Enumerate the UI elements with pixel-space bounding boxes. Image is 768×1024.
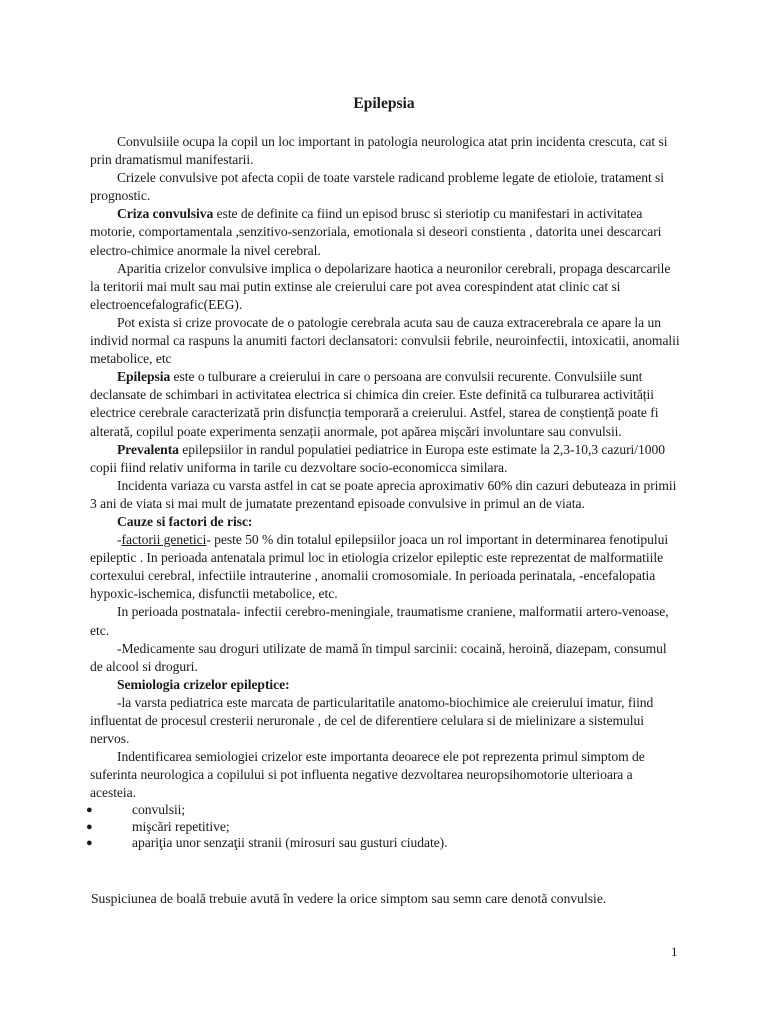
heading-causes: Cauze si factori de risc: (117, 513, 253, 529)
list-item: ● convulsii; (86, 802, 186, 818)
bullet-icon: ● (86, 837, 93, 850)
paragraph-epilepsy (90, 368, 680, 440)
bullet-icon: ● (86, 820, 93, 833)
bullet-icon: ● (86, 804, 93, 817)
genetic-text: - peste 50 % din totalul epilepsiilor joaca un rol important in determinarea fenotipului epileptic . In perioada antenatala primul loc in etiologia crizelor epileptic este reprezentat de malformatiile cortexului cerebral, infectiile intrauterine , anomalii cromosomiale. In perioada perinatala, -encefalopatia hypoxic-ischemica, disfunctii metabolice, etc. (90, 532, 669, 602)
epilepsy-text: este o tulburare a creierului in care o persoana are convulsii recurente. Convulsiile sunt declansate de schimbari in activitatea electrica si chimica din creier. Este definită ca tulburarea activității electrice cerebrale caracterizată prin disfuncția temporară a creierului. Astfel, starea de conștiență poate fi alterată, copilul poate experimenta senzații anormale, pot apărea mișcări involuntare sau convulsii. (90, 369, 659, 439)
heading-semiology: Semiologia crizelor epileptice: (117, 676, 290, 692)
paragraph-prevalence (90, 441, 680, 477)
document-body (86, 133, 680, 852)
document-title: Epilepsia (353, 95, 415, 112)
paragraph-affect: Crizele convulsive pot afecta copii de toate varstele radicand probleme legate de etioloie, tratament si prognostic. (90, 170, 665, 204)
dash: - (117, 532, 122, 548)
paragraph-pediatric: -la varsta pediatrica este marcata de particularitatile anatomo-biochimice ale creierului imatur, fiind influentat de procesul cresterii neruronale , de cel de diferentiere celulara si de mielinizare a sistemului nervos. (90, 694, 654, 747)
paragraph-medication: -Medicamente sau droguri utilizate de mamă în timpul sarcinii: cocaină, heroină, diazepam, consumul de alcool si droguri. (90, 640, 667, 674)
paragraph-incidence: Incidenta variaza cu varsta astfel in cat se poate aprecia aproximativ 60% din cazuri debuteaza in primii 3 ani de viata si mai mult de jumatate prezentand episoade convulsive in primul an de viata. (90, 477, 677, 511)
definition-text: este de definite ca fiind un episod brusc si steriotip cu manifestari in activitatea motorie, comportamentala ,senzitivo-senzoriala, emotionala si deseori constienta , datorita unei descarcari electro-chimice anormale la nivel cerebral. (90, 206, 662, 258)
term-epilepsia: Epilepsia (117, 369, 171, 385)
prevalence-text: epilepsiilor in randul populatiei pediatrice in Europa este estimate la 2,3-10,3 cazuri/1000 copii fiind relativ uniforma in tarile cu dezvoltare socio-economicca similara. (90, 441, 666, 475)
paragraph-identification: Indentificarea semiologiei crizelor este importanta deoarece ele pot reprezenta primul simptom de suferinta neurologica a copilului si pot influenta negative dezvoltarea neuropsihomotorie ulterioara a acesteia. (90, 749, 645, 801)
paragraph-provoked: Pot exista si crize provocate de o patologie cerebrala acuta sau de cauza extracerebrala ce apare la un individ normal ca raspuns la anumiti factori declansatori: convulsii febrile, neuroinfectii, intoxicatii, anomalii metabolice, etc (90, 314, 680, 367)
underlined-term-genetic: factorii genetici (121, 532, 207, 548)
paragraph-postnatal: In perioada postnatala- infectii cerebro-meningiale, traumatisme craniene, malformatii artero-venoase, etc. (90, 604, 669, 638)
paragraph-intro: Convulsiile ocupa la copil un loc important in patologia neurologica atat prin incidenta crescuta, cat si prin dramatismul manifestarii. (90, 134, 668, 168)
list-item: ● apariţia unor senzaţii stranii (mirosuri sau gusturi ciudate). (86, 835, 448, 851)
paragraph-definition (90, 205, 680, 259)
closing-sentence: Suspiciunea de boală trebuie avută în vedere la orice simptom sau semn care denotă convulsie. (91, 891, 607, 906)
term-prevalenta: Prevalenta (117, 441, 179, 457)
term-criza-convulsiva: Criza convulsiva (117, 206, 214, 222)
list-item: ● mişcări repetitive; (86, 818, 230, 834)
symptom-list (86, 802, 680, 851)
page-number: 1 (671, 944, 678, 959)
paragraph-genetic (90, 531, 680, 603)
paragraph-depolarization: Aparitia crizelor convulsive implica o depolarizare haotica a neuronilor cerebrali, propaga descarcarile la teritorii mai mult sau mai putin extinse ale creierului care pot avea corespindent atat clinic cat si electroencefalografic(EEG). (90, 260, 671, 312)
